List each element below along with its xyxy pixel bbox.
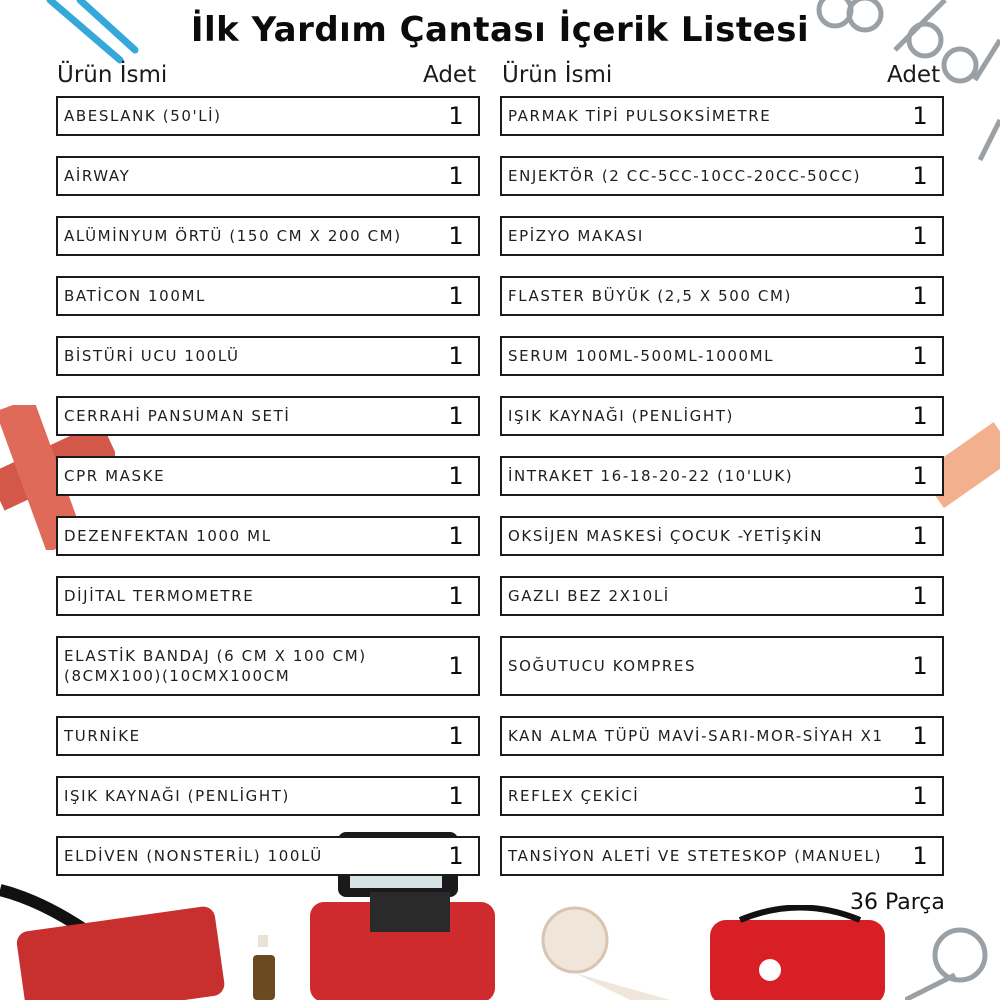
item-quantity: 1 bbox=[912, 102, 928, 130]
item-quantity: 1 bbox=[448, 342, 464, 370]
table-row bbox=[500, 216, 944, 256]
table-row bbox=[500, 776, 944, 816]
table-row bbox=[56, 516, 480, 556]
item-name: TURNİKE bbox=[64, 727, 141, 745]
item-quantity: 1 bbox=[448, 522, 464, 550]
item-name: ENJEKTÖR (2 CC-5CC-10CC-20CC-50CC) bbox=[508, 167, 862, 185]
item-name: PARMAK TİPİ PULSOKSİMETRE bbox=[508, 107, 772, 125]
item-name: REFLEX ÇEKİCİ bbox=[508, 787, 640, 805]
page-title: İlk Yardım Çantası İçerik Listesi bbox=[190, 10, 810, 50]
item-quantity: 1 bbox=[448, 722, 464, 750]
table-row bbox=[56, 576, 480, 616]
item-quantity: 1 bbox=[448, 652, 464, 680]
item-name: ELASTİK BANDAJ (6 CM X 100 CM)(8CMX100)(10CMX100CM bbox=[64, 647, 367, 685]
table-row bbox=[56, 96, 480, 136]
item-quantity: 1 bbox=[912, 162, 928, 190]
table-row bbox=[56, 396, 480, 436]
table-row bbox=[56, 776, 480, 816]
table-row bbox=[56, 456, 480, 496]
item-name: DEZENFEKTAN 1000 ML bbox=[64, 527, 272, 545]
item-name: FLASTER BÜYÜK (2,5 X 500 CM) bbox=[508, 287, 792, 305]
table-row bbox=[500, 396, 944, 436]
table-row bbox=[56, 276, 480, 316]
item-name: BİSTÜRİ UCU 100LÜ bbox=[64, 347, 240, 365]
table-row bbox=[56, 336, 480, 376]
item-name: GAZLI BEZ 2X10Lİ bbox=[508, 587, 670, 605]
item-name: DİJİTAL TERMOMETRE bbox=[64, 587, 255, 605]
table-row bbox=[500, 636, 944, 696]
item-name: BATİCON 100ML bbox=[64, 287, 206, 305]
table-row bbox=[500, 336, 944, 376]
item-quantity: 1 bbox=[448, 402, 464, 430]
item-quantity: 1 bbox=[448, 282, 464, 310]
item-name: ELDİVEN (NONSTERİL) 100LÜ bbox=[64, 847, 323, 865]
item-name: IŞIK KAYNAĞI (PENLİGHT) bbox=[508, 407, 734, 425]
table-row bbox=[500, 96, 944, 136]
table-row bbox=[500, 716, 944, 756]
item-name: ABESLANK (50'Lİ) bbox=[64, 107, 222, 125]
right-qty-header: Adet bbox=[887, 62, 941, 88]
item-quantity: 1 bbox=[912, 782, 928, 810]
item-quantity: 1 bbox=[448, 102, 464, 130]
table-row bbox=[500, 456, 944, 496]
item-quantity: 1 bbox=[912, 462, 928, 490]
elastic-bandage-roll-image bbox=[535, 905, 675, 1000]
table-row bbox=[56, 716, 480, 756]
item-name: SERUM 100ML-500ML-1000ML bbox=[508, 347, 775, 365]
item-name: CPR MASKE bbox=[64, 467, 166, 485]
item-name: AİRWAY bbox=[64, 167, 131, 185]
item-name: IŞIK KAYNAĞI (PENLİGHT) bbox=[64, 787, 290, 805]
total-count: 36 Parça bbox=[850, 890, 945, 915]
item-quantity: 1 bbox=[912, 652, 928, 680]
table-row bbox=[56, 156, 480, 196]
item-quantity: 1 bbox=[912, 342, 928, 370]
item-quantity: 1 bbox=[448, 462, 464, 490]
table-row bbox=[56, 636, 480, 696]
table-row bbox=[500, 156, 944, 196]
item-name: TANSİYON ALETİ VE STETESKOP (MANUEL) bbox=[508, 847, 883, 865]
table-row bbox=[500, 576, 944, 616]
table-row bbox=[56, 836, 480, 876]
item-name: ALÜMİNYUM ÖRTÜ (150 CM X 200 CM) bbox=[64, 227, 402, 245]
left-name-header: Ürün İsmi bbox=[57, 62, 168, 88]
item-quantity: 1 bbox=[448, 222, 464, 250]
item-quantity: 1 bbox=[912, 282, 928, 310]
right-name-header: Ürün İsmi bbox=[502, 62, 613, 88]
item-name: OKSİJEN MASKESİ ÇOCUK -YETİŞKİN bbox=[508, 527, 824, 545]
item-name: CERRAHİ PANSUMAN SETİ bbox=[64, 407, 291, 425]
item-quantity: 1 bbox=[912, 402, 928, 430]
left-qty-header: Adet bbox=[423, 62, 477, 88]
item-name: EPİZYO MAKASI bbox=[508, 227, 644, 245]
item-name: İNTRAKET 16-18-20-22 (10'LUK) bbox=[508, 467, 794, 485]
first-aid-bag-image bbox=[0, 880, 230, 1000]
table-row bbox=[500, 836, 944, 876]
item-quantity: 1 bbox=[448, 842, 464, 870]
medical-bag-image bbox=[710, 905, 885, 1000]
item-quantity: 1 bbox=[448, 162, 464, 190]
item-name: SOĞUTUCU KOMPRES bbox=[508, 657, 697, 675]
scissors-image bbox=[905, 925, 1000, 1000]
item-quantity: 1 bbox=[912, 582, 928, 610]
table-row bbox=[500, 516, 944, 556]
item-quantity: 1 bbox=[448, 582, 464, 610]
item-quantity: 1 bbox=[912, 522, 928, 550]
table-row bbox=[500, 276, 944, 316]
table-row bbox=[56, 216, 480, 256]
item-quantity: 1 bbox=[912, 222, 928, 250]
item-name: KAN ALMA TÜPÜ MAVİ-SARI-MOR-SİYAH X1 bbox=[508, 727, 884, 745]
dropper-bottle-image bbox=[245, 935, 285, 1000]
item-quantity: 1 bbox=[448, 782, 464, 810]
item-quantity: 1 bbox=[912, 722, 928, 750]
item-quantity: 1 bbox=[912, 842, 928, 870]
